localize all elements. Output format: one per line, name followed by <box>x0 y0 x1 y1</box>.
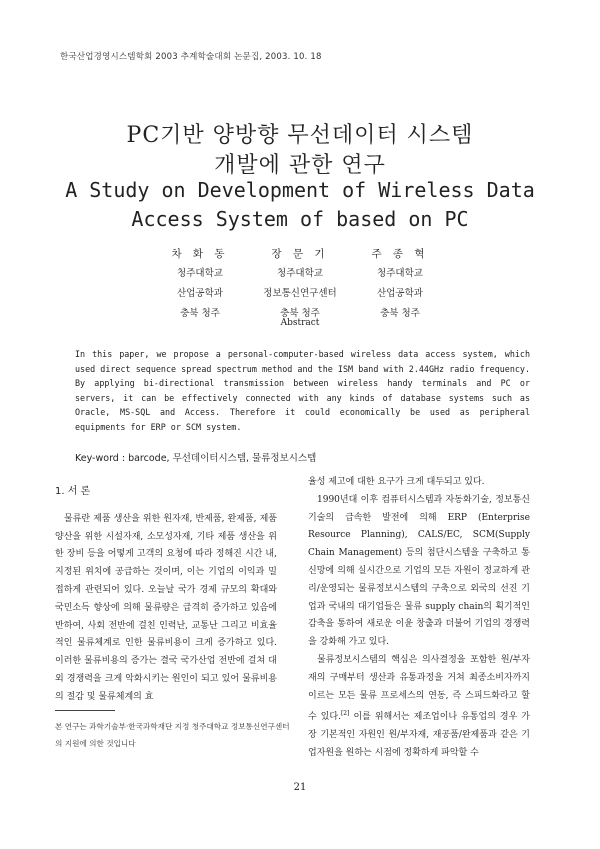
abstract-heading: Abstract <box>280 318 320 328</box>
paragraph-text: 물류정보시스템의 핵심은 의사결정을 포함한 원/부자재의 구매부터 생산과 유통과정을 거쳐 최종소비자까지 이르는 모든 물류 프로세스의 연동, 즉 스피드화라고 할 수 있다. <box>308 654 530 723</box>
author-name: 주 종 혁 <box>371 248 429 260</box>
author-name: 차 화 동 <box>171 248 229 260</box>
right-column <box>308 474 530 763</box>
author-university: 청주대학교 <box>377 268 423 279</box>
page-number: 21 <box>293 782 307 793</box>
author-2 <box>250 244 350 324</box>
body-paragraph: 1990년대 이후 컴퓨터시스템과 자동화기술, 정보통신 기술의 급속한 발전에 의해 ERP (Enterprise Resource Planning), CALS/EC, SCM(Supply Chain Management) 등의 첨단시스템을 구축하고 통신망에 의해 실시간으로 기업의 모든 자원이 정교하게 관리/운영되는 물류정보시스템의 구축으로 외국의 선진 기업과 국내의 대기업들은 물류 supply chain의 획기적인 감축을 통하여 새로운 이윤 창출과 더불어 기업의 경쟁력을 강화해 가고 있다. <box>308 494 530 648</box>
conference-header: 한국산업경영시스템학회 2003 추계학술대회 논문집, 2003. 10. 18 <box>60 52 322 62</box>
title-english-line2: Access System of based on PC <box>131 207 469 231</box>
keywords: Key-word : barcode, 무선데이터시스템, 물류정보시스템 <box>75 453 317 464</box>
paragraph-text: 이를 위해서는 제조업이나 유통업의 경우 가장 기본적인 자원인 원/부자재, 재공품/완제품과 같은 기업자원을 원하는 시점에 정확하게 파악할 수 <box>308 712 530 758</box>
abstract-text: In this paper, we propose a personal-computer-based wireless data access system, which used direct sequence spread spectrum method and the ISM band with 2.44GHz radio frequency. By applying bi-directional transmission between wireless handy terminals and PC or servers, it can be effectively connected with any kinds of database systems such as Oracle, MS-SQL and Access. Therefore it could economically be used as peripheral equipments for ERP or SCM system. <box>75 349 530 432</box>
title-english-line1: A Study on Development of Wireless Data <box>65 178 535 202</box>
author-name: 장 문 기 <box>271 248 329 260</box>
author-location: 충북 청주 <box>180 308 220 319</box>
author-department: 정보통신연구센터 <box>263 288 337 299</box>
left-column <box>55 483 277 707</box>
footnote: 본 연구는 과학기술부·한국과학재단 지정 청주대학교 정보통신연구센터의 지원에 의한 것입니다 <box>55 722 290 748</box>
body-paragraph: 물류란 제품 생산을 위한 원자재, 반제품, 완제품, 제품 양산을 위한 시설자재, 소모성자재, 기타 제품 생산을 위한 장비 등을 어떻게 고객의 요청에 따라 정해진 시간 내, 지정된 위치에 공급하는 것이며, 이는 기업의 이익과 밀접하게 관련되어 있다. 오늘날 국가 경제 규모의 확대와 국민소득 향상에 의해 물류량은 급격히 증가하고 있음에 반하여, 사회 전반에 걸친 인력난, 교통난 그리고 비효율적인 물류체계로 인한 물류비용이 크게 증가하고 있다. 이러한 물류비용의 증가는 결국 국가산업 전반에 걸쳐 대외 경쟁력을 크게 악화시키는 원인이 되고 있어 물류비용의 절감 및 물류체계의 효 <box>55 513 277 702</box>
author-location: 충북 청주 <box>380 308 420 319</box>
section-heading: 1. 서 론 <box>55 486 91 497</box>
author-location: 충북 청주 <box>280 308 320 319</box>
author-university: 청주대학교 <box>177 268 223 279</box>
body-paragraph: 율성 제고에 대한 요구가 크게 대두되고 있다. <box>308 477 485 487</box>
citation-ref: [2] <box>340 710 350 718</box>
author-university: 청주대학교 <box>277 268 323 279</box>
author-1 <box>150 244 250 324</box>
footnote-divider <box>55 710 115 711</box>
title-korean-line2: 개발에 관한 연구 <box>214 153 386 178</box>
author-department: 산업공학과 <box>177 288 223 299</box>
author-department: 산업공학과 <box>377 288 423 299</box>
body-paragraph <box>308 652 530 763</box>
author-3 <box>350 244 450 324</box>
author-block <box>150 244 450 324</box>
title-korean-line1: PC기반 양방향 무선데이터 시스템 <box>126 123 474 148</box>
